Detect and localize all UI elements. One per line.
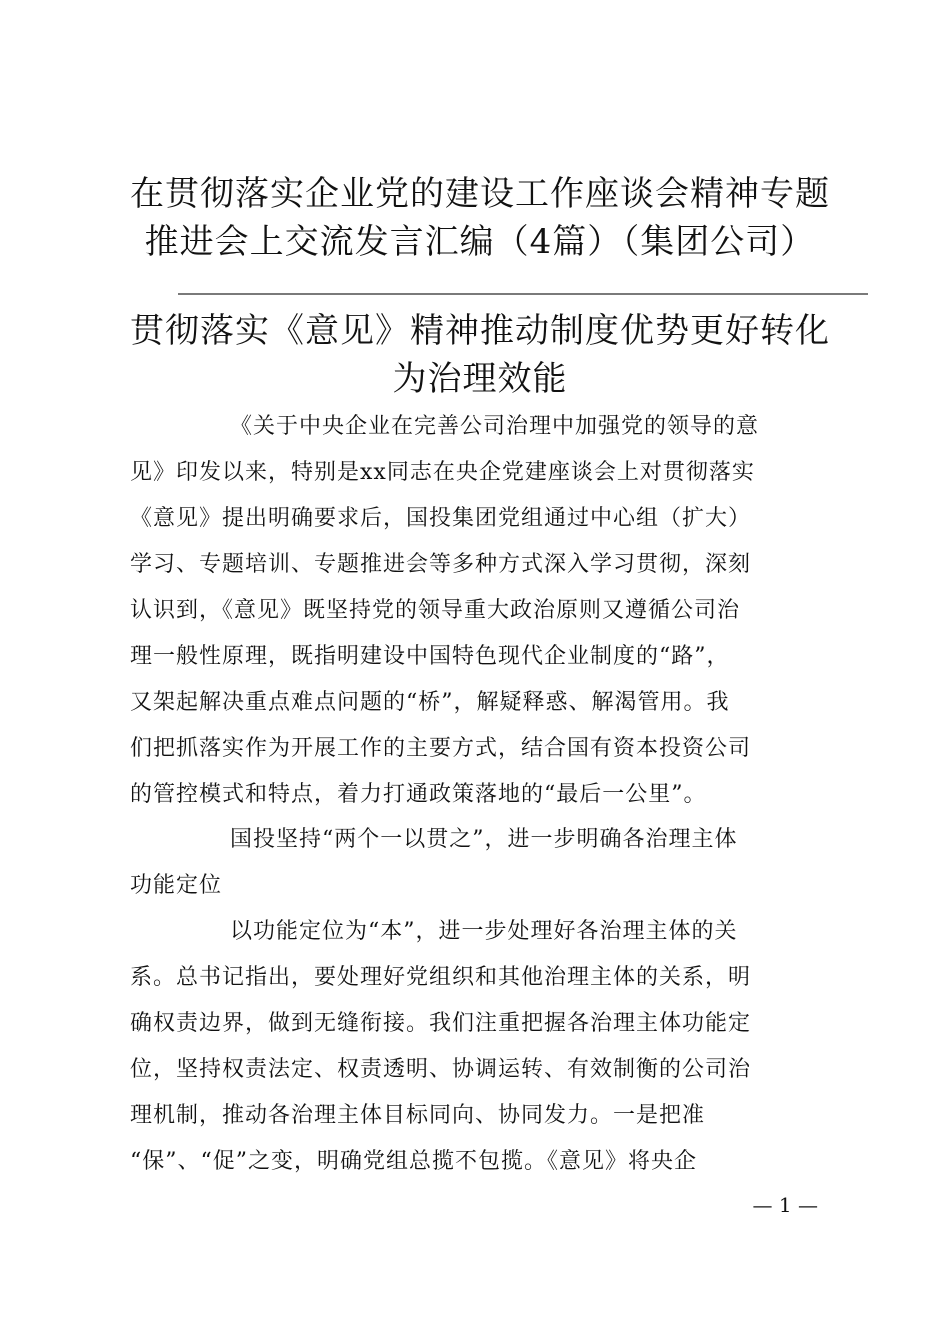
paragraph-heading [130, 817, 820, 909]
text-line: 功能定位 [130, 873, 223, 898]
paragraph-intro [130, 404, 820, 818]
text-line: 的管控模式和特点，着力打通政策落地的“最后一公里”。 [130, 782, 707, 807]
text-line: 们把抓落实作为开展工作的主要方式，结合国有资本投资公司 [130, 736, 752, 761]
title-divider [178, 293, 868, 295]
text-line: 理机制，推动各治理主体目标同向、协同发力。一是把准 [130, 1103, 706, 1128]
main-title-line: 在贯彻落实企业党的建设工作座谈会精神专题 [130, 174, 830, 214]
text-line: 国投坚持“两个一以贯之”，进一步明确各治理主体 [230, 827, 738, 852]
section-title-line: 为治理效能 [392, 359, 568, 399]
text-line: 见》印发以来，特别是xx同志在央企党建座谈会上对贯彻落实 [130, 460, 755, 485]
text-line: 《意见》提出明确要求后，国投集团党组通过中心组（扩大） [130, 506, 752, 531]
main-title-line: 推进会上交流发言汇编（4篇）（集团公司） [144, 222, 816, 262]
text-line: “保”、“促”之变，明确党组总揽不包揽。《意见》将央企 [130, 1149, 697, 1174]
text-line: 位，坚持权责法定、权责透明、协调运转、有效制衡的公司治 [130, 1057, 752, 1082]
text-line: 认识到，《意见》既坚持党的领导重大政治原则又遵循公司治 [130, 598, 741, 623]
text-line: 《关于中央企业在完善公司治理中加强党的领导的意 [230, 414, 760, 439]
text-line: 又架起解决重点难点问题的“桥”，解疑释惑、解渴管用。我 [130, 690, 730, 715]
main-title [100, 170, 860, 266]
text-line: 理一般性原理，既指明建设中国特色现代企业制度的“路”， [130, 644, 730, 669]
paragraph-body [130, 909, 820, 1185]
section-title [100, 307, 860, 403]
text-line: 系。总书记指出，要处理好党组织和其他治理主体的关系，明 [130, 965, 752, 990]
page-number: — 1 — [752, 1193, 818, 1217]
text-line: 确权责边界，做到无缝衔接。我们注重把握各治理主体功能定 [130, 1011, 752, 1036]
section-title-line: 贯彻落实《意见》精神推动制度优势更好转化 [130, 311, 830, 351]
text-line: 学习、专题培训、专题推进会等多种方式深入学习贯彻，深刻 [130, 552, 752, 577]
text-line: 以功能定位为“本”，进一步处理好各治理主体的关 [230, 919, 738, 944]
